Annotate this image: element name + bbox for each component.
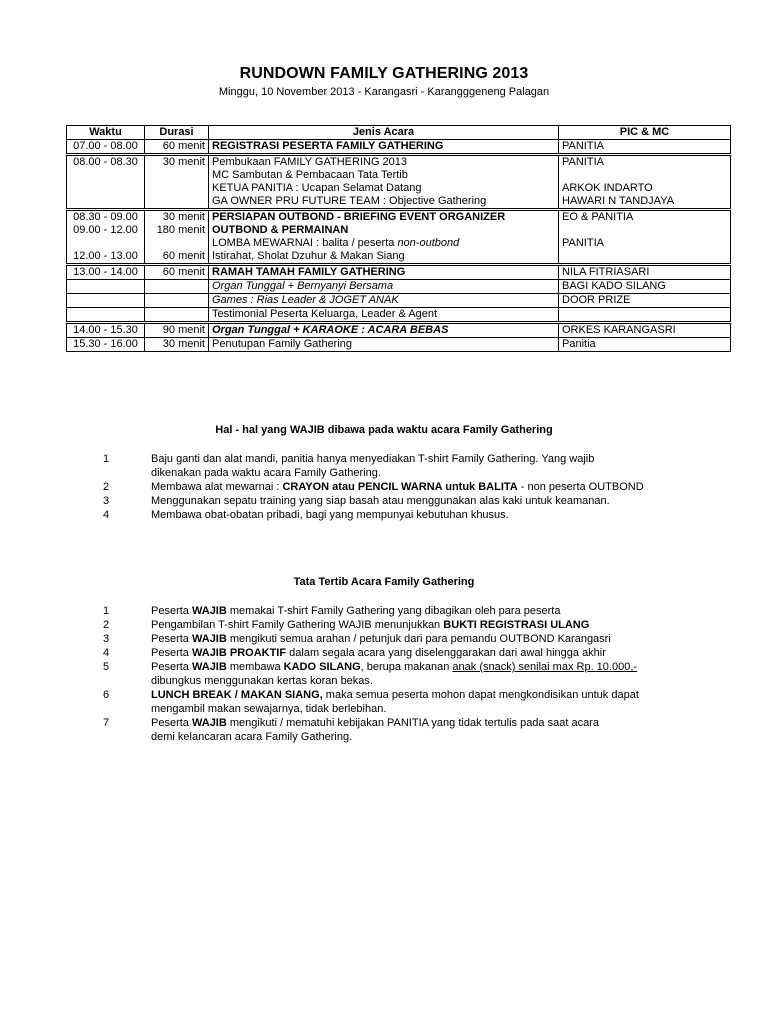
list-number: 3	[102, 633, 110, 645]
table-header-row	[67, 126, 731, 140]
cell-waktu: 14.00 - 15.30	[67, 323, 145, 338]
list-text	[151, 480, 711, 494]
text-run: - non peserta OUTBOND	[517, 481, 644, 493]
text-run: Peserta	[151, 633, 192, 645]
list-number: 7	[102, 717, 110, 729]
cell-acara: Istirahat, Sholat Dzuhur & Makan Siang	[209, 250, 559, 265]
cell-durasi	[145, 280, 209, 294]
table-row	[67, 323, 731, 338]
text-run-bold: WAJIB	[191, 661, 227, 673]
tatatertib-section-title: Tata Tertib Acara Family Gathering	[293, 576, 475, 588]
list-text-line: dikenakan pada waktu acara Family Gathering.	[151, 467, 381, 479]
table-row	[67, 250, 731, 265]
cell-pic	[559, 224, 731, 237]
cell-pic: HAWARI N TANDJAYA	[559, 195, 731, 210]
cell-acara: GA OWNER PRU FUTURE TEAM : Objective Gathering	[209, 195, 559, 210]
cell-durasi: 30 menit	[145, 210, 209, 225]
cell-pic: PANITIA	[559, 140, 731, 155]
list-text	[151, 660, 711, 688]
list-number: 4	[102, 509, 110, 521]
text-run: mengikuti / mematuhi kebijakan PANITIA yang tidak tertulis pada saat acara	[226, 717, 599, 729]
list-number: 1	[102, 605, 110, 617]
table-row	[67, 182, 731, 195]
text-run-bold: BUKTI REGISTRASI ULANG	[443, 619, 590, 631]
header-waktu: Waktu	[67, 126, 145, 140]
cell-acara: Penutupan Family Gathering	[209, 338, 559, 352]
list-number: 2	[102, 619, 110, 631]
cell-pic	[559, 308, 731, 323]
text-run: Peserta	[151, 605, 192, 617]
cell-waktu: 13.00 - 14.00	[67, 265, 145, 280]
table-row	[67, 155, 731, 170]
cell-pic: BAGI KADO SILANG	[559, 280, 731, 294]
cell-pic: DOOR PRIZE	[559, 294, 731, 308]
list-text	[151, 716, 711, 744]
text-run-bold: WAJIB PROAKTIF	[191, 647, 287, 659]
table-row	[67, 237, 731, 250]
cell-acara: MC Sambutan & Pembacaan Tata Tertib	[209, 169, 559, 182]
list-number: 6	[102, 689, 110, 701]
cell-acara: Organ Tunggal + Bernyanyi Bersama	[209, 280, 559, 294]
list-text	[151, 452, 711, 480]
cell-pic: NILA FITRIASARI	[559, 265, 731, 280]
text-run: maka semua peserta mohon dapat mengkondisikan untuk dapat	[322, 689, 639, 701]
text-run-bold: CRAYON atau PENCIL WARNA untuk BALITA	[282, 481, 518, 493]
cell-acara: REGISTRASI PESERTA FAMILY GATHERING	[209, 140, 559, 155]
text-run: Membawa alat mewarnai :	[151, 481, 283, 493]
cell-waktu: 15.30 - 16.00	[67, 338, 145, 352]
cell-pic: PANITIA	[559, 237, 731, 250]
list-text	[151, 604, 711, 618]
cell-pic: Panitia	[559, 338, 731, 352]
list-text-line: mengambil makan sewajarnya, tidak berlebihan.	[151, 703, 387, 715]
text-run: memakai T-shirt Family Gathering yang dibagikan oleh para peserta	[226, 605, 561, 617]
rundown-table	[66, 125, 731, 352]
text-run: dalam segala acara yang diselenggarakan dari awal hingga akhir	[286, 647, 606, 659]
text-run-bold: WAJIB	[191, 633, 227, 645]
cell-acara: RAMAH TAMAH FAMILY GATHERING	[209, 265, 559, 280]
table-row	[67, 308, 731, 323]
cell-pic: ARKOK INDARTO	[559, 182, 731, 195]
list-text: Membawa obat-obatan pribadi, bagi yang mempunyai kebutuhan khusus.	[151, 509, 509, 521]
text-run-bold: WAJIB	[191, 717, 227, 729]
cell-durasi	[145, 294, 209, 308]
table-row	[67, 280, 731, 294]
list-text-line: demi kelancaran acara Family Gathering.	[151, 731, 353, 743]
text-run: membawa	[226, 661, 284, 673]
cell-waktu	[67, 169, 145, 182]
cell-pic	[559, 169, 731, 182]
list-text-line: dibungkus menggunakan kertas koran bekas.	[151, 675, 373, 687]
cell-waktu: 09.00 - 12.00	[67, 224, 145, 237]
header-durasi: Durasi	[145, 126, 209, 140]
cell-waktu	[67, 308, 145, 323]
cell-waktu	[67, 294, 145, 308]
table-row	[67, 294, 731, 308]
cell-acara: KETUA PANITIA : Ucapan Selamat Datang	[209, 182, 559, 195]
cell-durasi: 60 menit	[145, 265, 209, 280]
table-row	[67, 210, 731, 225]
cell-waktu	[67, 195, 145, 210]
text-run-bold: WAJIB	[191, 605, 227, 617]
text-run: Peserta	[151, 647, 192, 659]
wajib-section-title: Hal - hal yang WAJIB dibawa pada waktu acara Family Gathering	[215, 424, 553, 436]
table-row	[67, 265, 731, 280]
cell-durasi	[145, 195, 209, 210]
list-number: 3	[102, 495, 110, 507]
cell-acara	[209, 237, 559, 250]
cell-durasi: 30 menit	[145, 338, 209, 352]
list-number: 1	[102, 453, 110, 465]
cell-acara: Games : Rias Leader & JOGET ANAK	[209, 294, 559, 308]
document-subtitle: Minggu, 10 November 2013 - Karangasri - Karangggeneng Palagan	[218, 86, 550, 98]
cell-acara: PERSIAPAN OUTBOND - BRIEFING EVENT ORGANIZER	[209, 210, 559, 225]
text-run: Peserta	[151, 717, 192, 729]
cell-pic: PANITIA	[559, 155, 731, 170]
list-text-line: Baju ganti dan alat mandi, panitia hanya menyediakan T-shirt Family Gathering. Yang wajib	[151, 453, 595, 465]
table-row	[67, 224, 731, 237]
cell-durasi: 90 menit	[145, 323, 209, 338]
cell-pic	[559, 250, 731, 265]
list-number: 4	[102, 647, 110, 659]
cell-acara: Pembukaan FAMILY GATHERING 2013	[209, 155, 559, 170]
text-run: Pengambilan T-shirt Family Gathering WAJIB menunjukkan	[151, 619, 444, 631]
cell-durasi: 180 menit	[145, 224, 209, 237]
cell-durasi	[145, 237, 209, 250]
list-text	[151, 688, 711, 716]
cell-waktu: 08.00 - 08.30	[67, 155, 145, 170]
list-text: Menggunakan sepatu training yang siap basah atau menggunakan alas kaki untuk keamanan.	[151, 495, 610, 507]
cell-waktu: 12.00 - 13.00	[67, 250, 145, 265]
text-run-underline: anak (snack) senilai max Rp. 10.000,-	[452, 661, 638, 673]
cell-durasi: 30 menit	[145, 155, 209, 170]
table-row	[67, 338, 731, 352]
text-run: , berupa makanan	[360, 661, 453, 673]
cell-waktu	[67, 182, 145, 195]
list-number: 2	[102, 481, 110, 493]
cell-durasi: 60 menit	[145, 140, 209, 155]
cell-pic: ORKES KARANGASRI	[559, 323, 731, 338]
cell-waktu	[67, 237, 145, 250]
cell-pic: EO & PANITIA	[559, 210, 731, 225]
list-text	[151, 646, 711, 660]
list-text	[151, 618, 711, 632]
cell-durasi	[145, 182, 209, 195]
header-pic-mc: PIC & MC	[559, 126, 731, 140]
cell-waktu	[67, 280, 145, 294]
cell-durasi: 60 menit	[145, 250, 209, 265]
list-number: 5	[102, 661, 110, 673]
cell-waktu: 07.00 - 08.00	[67, 140, 145, 155]
document-title: RUNDOWN FAMILY GATHERING 2013	[239, 65, 529, 82]
cell-durasi	[145, 169, 209, 182]
cell-waktu: 08.30 - 09.00	[67, 210, 145, 225]
list-text	[151, 632, 711, 646]
cell-acara: OUTBOND & PERMAINAN	[209, 224, 559, 237]
cell-durasi	[145, 308, 209, 323]
text-run: mengikuti semua arahan / petunjuk dari para pemandu OUTBOND Karangasri	[226, 633, 611, 645]
text-run-bold: LUNCH BREAK / MAKAN SIANG,	[151, 689, 323, 701]
acara-italic-text: non-outbond	[397, 237, 460, 249]
table-row	[67, 169, 731, 182]
header-jenis-acara: Jenis Acara	[209, 126, 559, 140]
table-row	[67, 140, 731, 155]
text-run: Peserta	[151, 661, 192, 673]
acara-text: LOMBA MEWARNAI : balita / peserta	[212, 237, 398, 249]
cell-acara: Organ Tunggal + KARAOKE : ACARA BEBAS	[209, 323, 559, 338]
cell-acara: Testimonial Peserta Keluarga, Leader & Agent	[209, 308, 559, 323]
text-run-bold: KADO SILANG	[283, 661, 361, 673]
table-row	[67, 195, 731, 210]
